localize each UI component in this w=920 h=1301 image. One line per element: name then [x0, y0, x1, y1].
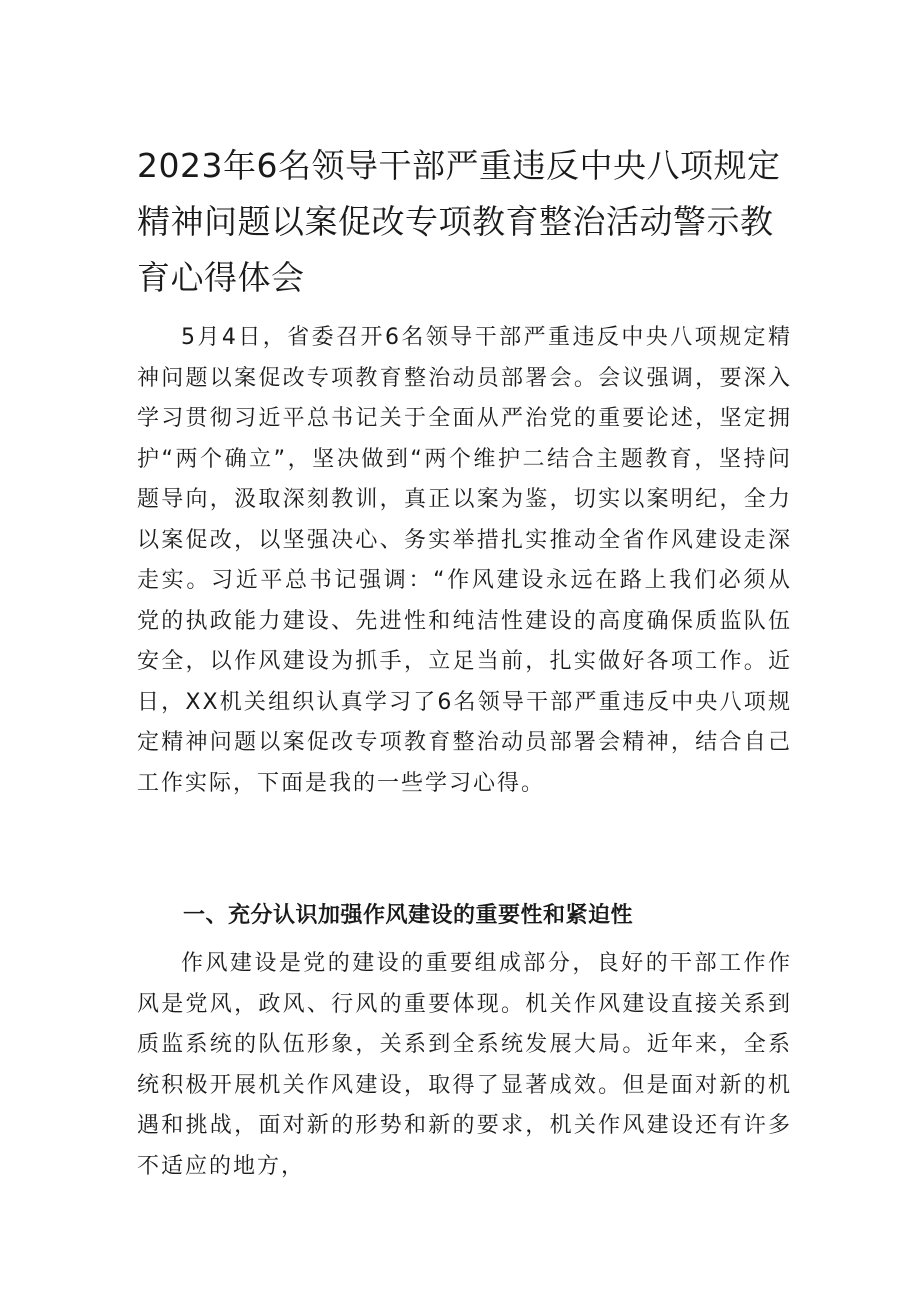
section-heading: 一、充分认识加强作风建设的重要性和紧迫性 [183, 903, 634, 928]
section-paragraph: 作风建设是党的建设的重要组成部分，良好的干部工作作风是党风，政风、行风的重要体现。机关作风建设直接关系到质监系统的队伍形象，关系到全系统发展大局。近年来，全系统积极开展机关作风建设，取得了显著成效。但是面对新的机遇和挑战，面对新的形势和新的要求，机关作风建设还有许多不适应的地方， [137, 951, 792, 1179]
intro-paragraph: 5月4日，省委召开6名领导干部严重违反中央八项规定精神问题以案促改专项教育整治动员部署会。会议强调，要深入学习贯彻习近平总书记关于全面从严治党的重要论述，坚定拥护“两个确立”，坚决做到“两个维护二结合主题教育，坚持问题导向，汲取深刻教训，真正以案为鉴，切实以案明纪，全力以案促改，以坚强决心、务实举措扎实推动全省作风建设走深走实。习近平总书记强调：“作风建设永远在路上我们必须从党的执政能力建设、先进性和纯洁性建设的高度确保质监队伍安全，以作风建设为抓手，立足当前，扎实做好各项工作。近日，XX机关组织认真学习了6名领导干部严重违反中央八项规定精神问题以案促改专项教育整治动员部署会精神，结合自己工作实际，下面是我的一些学习心得。 [137, 325, 792, 796]
document-title: 2023年6名领导干部严重违反中央八项规定精神问题以案促改专项教育整治活动警示教育心得体会 [137, 146, 781, 297]
